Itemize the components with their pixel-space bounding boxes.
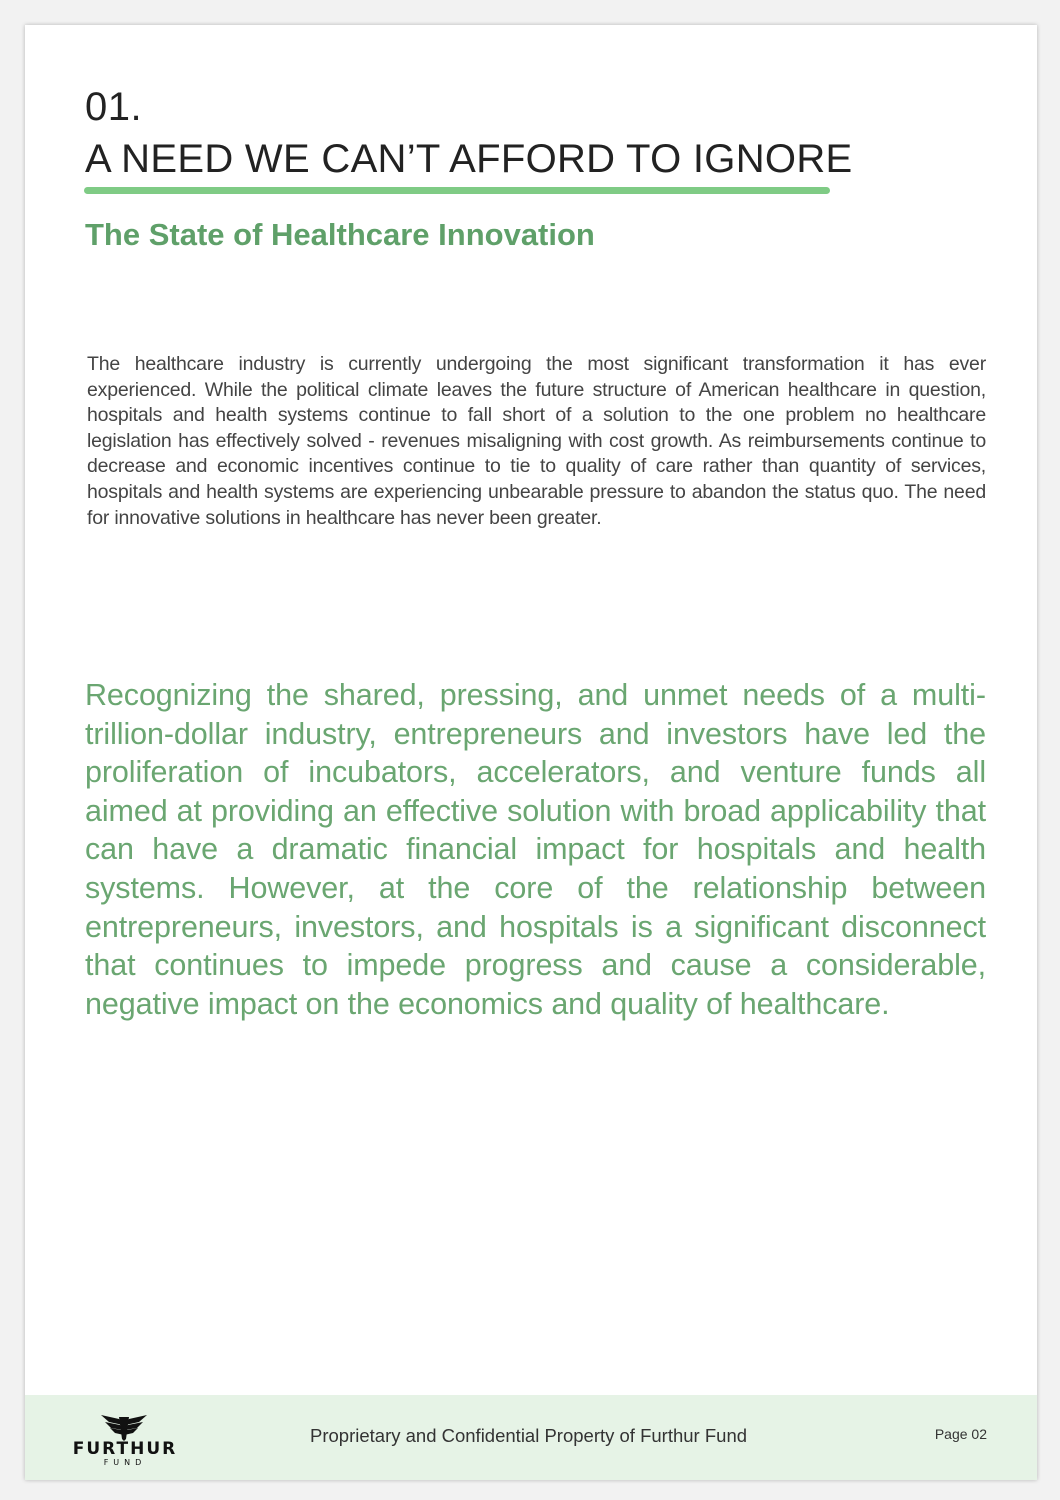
winged-emblem-icon (99, 1413, 149, 1441)
document-page (25, 25, 1037, 1480)
logo-subtext: FUND (103, 1458, 147, 1467)
title-underline (84, 187, 830, 194)
page-number: Page 02 (934, 1426, 987, 1442)
confidential-notice: Proprietary and Confidential Property of Furthur Fund (310, 1425, 748, 1446)
section-title: A NEED WE CAN’T AFFORD TO IGNORE (85, 137, 853, 181)
callout-paragraph: Recognizing the shared, pressing, and unmet needs of a multitrillion-dollar industry, entrepreneurs and investors have led the proliferation of incubators, accelerators, and venture funds all aimed at providing an effective solution with broad applicability that can have a dramatic financial impact for hospitals and health systems. However, at the core of the relationship between entrepreneurs, investors, and hospitals is a significant disconnect that continues to impede progress and cause a considerable, negative impact on the economics and quality of healthcare. (85, 678, 986, 1021)
subtitle: The State of Healthcare Innovation (85, 217, 595, 252)
logo-wordmark: FURTHUR (72, 1439, 178, 1459)
page-footer (25, 1395, 1037, 1480)
body-paragraph: The healthcare industry is currently undergoing the most significant transformation it has ever experienced. While the political climate leaves the future structure of American healthcare in question, hospitals and health systems continue to fall short of a solution to the one problem no healthcare legislation has effectively solved - revenues misaligning with cost growth. As reimbursements continue to decrease and economic incentives continue to tie to quality of care rather than quantity of services, hospitals and health systems are experiencing unbearable pressure to abandon the status quo. The need for innovative solutions in healthcare has never been greater. (87, 353, 986, 529)
furthur-fund-logo (69, 1413, 181, 1467)
section-number: 01. (85, 85, 143, 129)
